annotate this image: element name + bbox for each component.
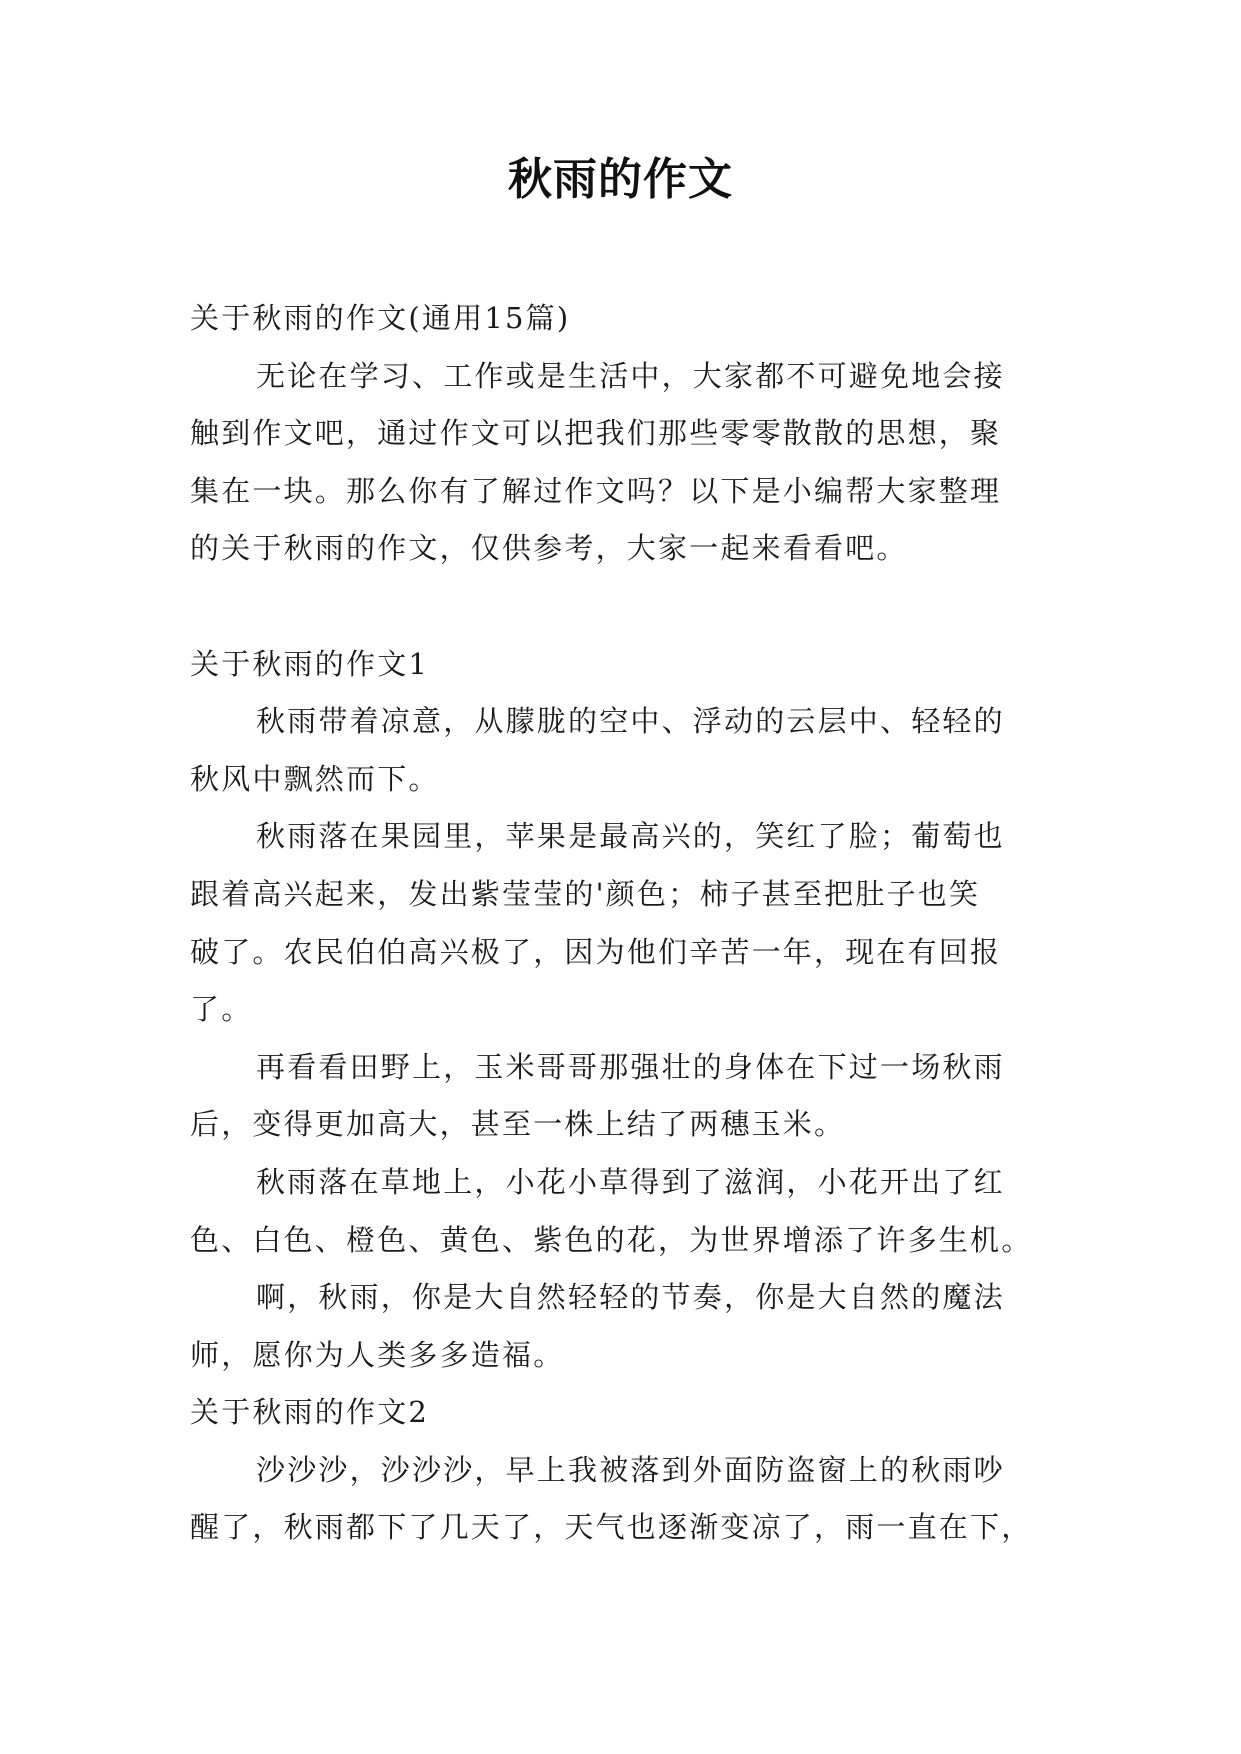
- paragraph-line: 秋雨落在果园里，苹果是最高兴的，笑红了脸；葡萄也: [256, 819, 1005, 854]
- paragraph-line: 的关于秋雨的作文，仅供参考，大家一起来看看吧。: [190, 531, 908, 566]
- paragraph-line: 秋雨落在草地上，小花小草得到了滋润，小花开出了红: [256, 1164, 1005, 1199]
- heading-intro: 关于秋雨的作文(通用15篇): [190, 301, 571, 335]
- blank-line: [190, 578, 1055, 636]
- paragraph-line: 后，变得更加高大，甚至一株上结了两穗玉米。: [190, 1107, 846, 1142]
- section-heading-2: 关于秋雨的作文2: [190, 1395, 430, 1430]
- document-body: [190, 290, 1055, 1557]
- section-heading-1: 关于秋雨的作文1: [190, 646, 430, 681]
- paragraph-line: 醒了，秋雨都下了几天了，天气也逐渐变凉了，雨一直在下，: [190, 1510, 1033, 1545]
- paragraph-line: 秋雨带着凉意，从朦胧的空中、浮动的云层中、轻轻的: [256, 704, 1005, 739]
- paragraph-line: 了。: [190, 992, 253, 1027]
- paragraph-line: 破了。农民伯伯高兴极了，因为他们辛苦一年，现在有回报: [190, 934, 1002, 969]
- paragraph-line: 秋风中飘然而下。: [190, 761, 440, 796]
- paragraph-line: 跟着高兴起来，发出紫莹莹的'颜色；柿子甚至把肚子也笑: [190, 876, 981, 911]
- paragraph-line: 沙沙沙，沙沙沙，早上我被落到外面防盗窗上的秋雨吵: [256, 1452, 1005, 1487]
- paragraph-line: 啊，秋雨，你是大自然轻轻的节奏，你是大自然的魔法: [256, 1280, 1005, 1315]
- paragraph-line: 色、白色、橙色、黄色、紫色的花，为世界增添了许多生机。: [190, 1222, 1033, 1257]
- paragraph-line: 师，愿你为人类多多造福。: [190, 1337, 565, 1372]
- paragraph-line: 触到作文吧，通过作文可以把我们那些零零散散的思想，聚: [190, 416, 1002, 451]
- document-title: 秋雨的作文: [508, 154, 733, 205]
- paragraph-line: 集在一块。那么你有了解过作文吗？以下是小编帮大家整理: [190, 473, 1002, 508]
- paragraph-line: 无论在学习、工作或是生活中，大家都不可避免地会接: [256, 358, 1005, 393]
- paragraph-line: 再看看田野上，玉米哥哥那强壮的身体在下过一场秋雨: [256, 1049, 1005, 1084]
